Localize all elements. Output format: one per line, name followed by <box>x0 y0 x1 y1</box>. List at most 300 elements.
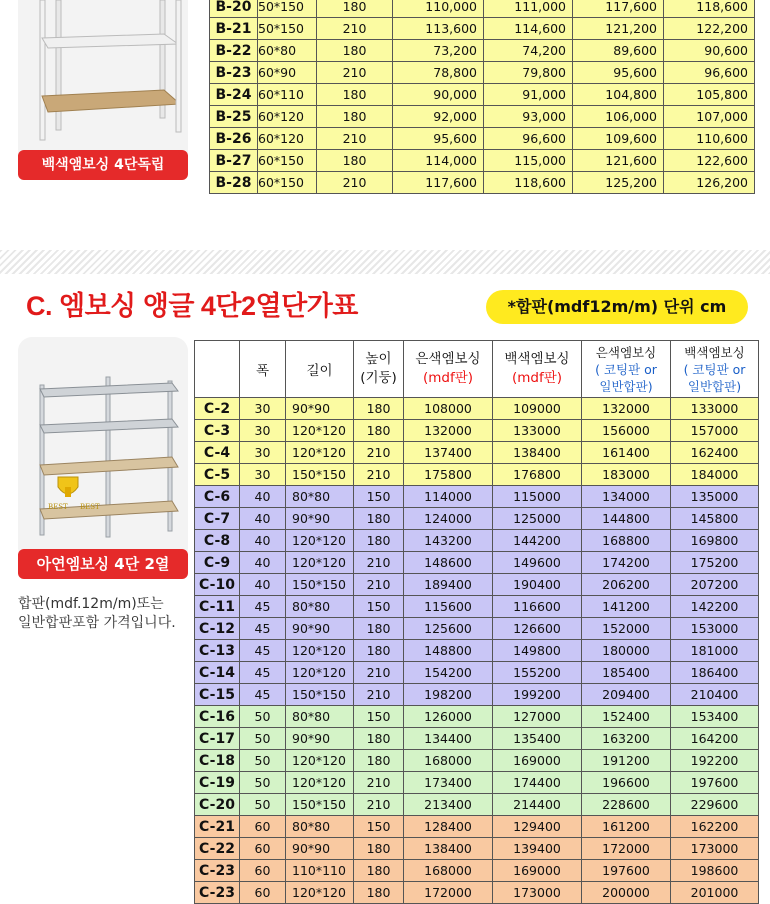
cell-code: C-8 <box>195 530 240 552</box>
table-row <box>195 618 759 640</box>
product-card-zinc-4tier-2col <box>18 337 188 562</box>
cell-p3: 185400 <box>582 662 671 684</box>
cell-h: 180 <box>354 728 404 750</box>
cell-p4: 162400 <box>671 442 759 464</box>
cell-p2: 126600 <box>493 618 582 640</box>
price-note-line1: 합판(mdf.12m/m)또는 <box>18 596 164 612</box>
cell-p1: 138400 <box>404 838 493 860</box>
cell-h: 150 <box>354 486 404 508</box>
cell-d: 120*120 <box>286 750 354 772</box>
table-row <box>195 882 759 904</box>
cell-code: C-23 <box>195 860 240 882</box>
price-table-c <box>194 340 759 904</box>
cell-p1: 213400 <box>404 794 493 816</box>
cell-p4: 153400 <box>671 706 759 728</box>
cell-code: B-20 <box>210 0 258 18</box>
cell-p4: 169800 <box>671 530 759 552</box>
cell-p4: 110,600 <box>664 128 755 150</box>
cell-p2: 115,000 <box>484 150 573 172</box>
cell-code: C-5 <box>195 464 240 486</box>
cell-p1: 172000 <box>404 882 493 904</box>
cell-d: 150*150 <box>286 684 354 706</box>
header-white-mdf-l2: (mdf판) <box>511 370 563 386</box>
cell-w: 50 <box>240 728 286 750</box>
cell-w: 40 <box>240 486 286 508</box>
cell-p1: 114000 <box>404 486 493 508</box>
cell-p3: 197600 <box>582 860 671 882</box>
cell-p1: 115600 <box>404 596 493 618</box>
cell-p2: 214400 <box>493 794 582 816</box>
header-code <box>195 341 240 398</box>
cell-h: 180 <box>317 150 393 172</box>
cell-code: C-14 <box>195 662 240 684</box>
cell-p3: 174200 <box>582 552 671 574</box>
cell-code: C-17 <box>195 728 240 750</box>
cell-w: 40 <box>240 552 286 574</box>
cell-p2: 169000 <box>493 750 582 772</box>
cell-p1: 125600 <box>404 618 493 640</box>
cell-d: 120*120 <box>286 640 354 662</box>
cell-p4: 173000 <box>671 838 759 860</box>
cell-p4: 192200 <box>671 750 759 772</box>
cell-code: C-2 <box>195 398 240 420</box>
table-row <box>195 508 759 530</box>
cell-code: C-22 <box>195 838 240 860</box>
cell-d: 80*80 <box>286 816 354 838</box>
cell-code: B-26 <box>210 128 258 150</box>
cell-p4: 164200 <box>671 728 759 750</box>
cell-p2: 199200 <box>493 684 582 706</box>
cell-size: 50*150 <box>258 0 317 18</box>
cell-size: 50*150 <box>258 18 317 40</box>
cell-p3: 156000 <box>582 420 671 442</box>
cell-p3: 132000 <box>582 398 671 420</box>
cell-p3: 163200 <box>582 728 671 750</box>
cell-p3: 89,600 <box>573 40 664 62</box>
header-height <box>354 341 404 398</box>
trophy-icon <box>58 477 78 497</box>
cell-w: 30 <box>240 464 286 486</box>
cell-code: C-10 <box>195 574 240 596</box>
cell-p2: 96,600 <box>484 128 573 150</box>
zinc-shelf-image <box>18 337 188 562</box>
cell-p3: 172000 <box>582 838 671 860</box>
header-depth: 길이 <box>286 341 354 398</box>
cell-p3: 95,600 <box>573 62 664 84</box>
cell-p4: 126,200 <box>664 172 755 194</box>
cell-w: 50 <box>240 706 286 728</box>
table-row <box>195 794 759 816</box>
cell-w: 40 <box>240 530 286 552</box>
cell-code: C-7 <box>195 508 240 530</box>
cell-p4: 107,000 <box>664 106 755 128</box>
cell-code: B-23 <box>210 62 258 84</box>
cell-p1: 126000 <box>404 706 493 728</box>
cell-code: C-23 <box>195 882 240 904</box>
cell-p2: 133000 <box>493 420 582 442</box>
header-height-l2: (기둥) <box>360 370 397 386</box>
header-white-coat <box>671 341 759 398</box>
cell-w: 50 <box>240 794 286 816</box>
cell-p2: 190400 <box>493 574 582 596</box>
table-row <box>195 442 759 464</box>
cell-code: C-18 <box>195 750 240 772</box>
table-row <box>210 128 755 150</box>
table-row <box>195 552 759 574</box>
cell-p1: 189400 <box>404 574 493 596</box>
price-note-line2: 일반합판포함 가격입니다. <box>18 615 176 631</box>
cell-p4: 201000 <box>671 882 759 904</box>
cell-p2: 79,800 <box>484 62 573 84</box>
cell-p3: 117,600 <box>573 0 664 18</box>
cell-p3: 183000 <box>582 464 671 486</box>
cell-p2: 109000 <box>493 398 582 420</box>
cell-p3: 141200 <box>582 596 671 618</box>
cell-p1: 124000 <box>404 508 493 530</box>
cell-p2: 111,000 <box>484 0 573 18</box>
cell-p2: 139400 <box>493 838 582 860</box>
table-row <box>195 772 759 794</box>
cell-p4: 133000 <box>671 398 759 420</box>
cell-p2: 173000 <box>493 882 582 904</box>
cell-d: 120*120 <box>286 662 354 684</box>
cell-p1: 90,000 <box>393 84 484 106</box>
product-label-zinc-4tier-2col: 아연엠보싱 4단 2열 <box>18 549 188 579</box>
cell-p4: 118,600 <box>664 0 755 18</box>
cell-p1: 108000 <box>404 398 493 420</box>
cell-w: 60 <box>240 816 286 838</box>
cell-p3: 180000 <box>582 640 671 662</box>
cell-p3: 152400 <box>582 706 671 728</box>
cell-d: 120*120 <box>286 442 354 464</box>
cell-code: C-6 <box>195 486 240 508</box>
cell-d: 90*90 <box>286 618 354 640</box>
cell-d: 150*150 <box>286 574 354 596</box>
cell-code: C-19 <box>195 772 240 794</box>
table-row <box>195 486 759 508</box>
table-row <box>210 150 755 172</box>
cell-p3: 200000 <box>582 882 671 904</box>
cell-w: 60 <box>240 882 286 904</box>
cell-p4: 186400 <box>671 662 759 684</box>
product-label-white-4tier: 백색앰보싱 4단독립 <box>18 150 188 180</box>
cell-h: 210 <box>354 662 404 684</box>
cell-w: 30 <box>240 442 286 464</box>
cell-code: B-24 <box>210 84 258 106</box>
price-table-b <box>209 0 755 194</box>
cell-size: 60*150 <box>258 172 317 194</box>
cell-d: 150*150 <box>286 464 354 486</box>
cell-w: 40 <box>240 574 286 596</box>
cell-w: 45 <box>240 618 286 640</box>
cell-p4: 145800 <box>671 508 759 530</box>
cell-p2: 74,200 <box>484 40 573 62</box>
cell-p1: 168000 <box>404 750 493 772</box>
cell-w: 60 <box>240 838 286 860</box>
cell-p1: 148800 <box>404 640 493 662</box>
cell-code: B-22 <box>210 40 258 62</box>
cell-size: 60*110 <box>258 84 317 106</box>
cell-p4: 105,800 <box>664 84 755 106</box>
cell-p4: 162200 <box>671 816 759 838</box>
cell-d: 90*90 <box>286 838 354 860</box>
table-row <box>195 706 759 728</box>
cell-code: C-21 <box>195 816 240 838</box>
table-row <box>210 18 755 40</box>
cell-d: 80*80 <box>286 596 354 618</box>
table-row <box>195 574 759 596</box>
cell-h: 180 <box>354 420 404 442</box>
cell-p2: 93,000 <box>484 106 573 128</box>
cell-h: 180 <box>354 750 404 772</box>
cell-h: 180 <box>354 530 404 552</box>
cell-p2: 169000 <box>493 860 582 882</box>
cell-code: C-9 <box>195 552 240 574</box>
header-white-coat-l3: 일반합판) <box>687 378 742 394</box>
table-row <box>210 62 755 84</box>
cell-h: 180 <box>354 640 404 662</box>
cell-p1: 198200 <box>404 684 493 706</box>
table-row <box>195 816 759 838</box>
header-silver-coat-l1: 은색엠보싱 <box>595 344 657 360</box>
cell-p4: 184000 <box>671 464 759 486</box>
header-height-l1: 높이 <box>365 351 392 367</box>
cell-h: 210 <box>354 464 404 486</box>
cell-p3: 109,600 <box>573 128 664 150</box>
unit-note-badge: *합판(mdf12m/m) 단위 cm <box>486 290 748 324</box>
header-silver-mdf-l1: 은색엠보싱 <box>415 351 481 367</box>
best-badge-left: BEST <box>48 503 68 511</box>
cell-p3: 196600 <box>582 772 671 794</box>
table-row <box>195 530 759 552</box>
cell-w: 60 <box>240 860 286 882</box>
cell-p3: 134000 <box>582 486 671 508</box>
cell-p2: 135400 <box>493 728 582 750</box>
cell-p4: 122,200 <box>664 18 755 40</box>
cell-p4: 197600 <box>671 772 759 794</box>
cell-p1: 78,800 <box>393 62 484 84</box>
cell-p1: 154200 <box>404 662 493 684</box>
cell-h: 210 <box>354 772 404 794</box>
cell-p2: 149800 <box>493 640 582 662</box>
cell-code: B-21 <box>210 18 258 40</box>
product-card-white-4tier <box>18 0 188 170</box>
cell-h: 210 <box>354 552 404 574</box>
cell-p1: 95,600 <box>393 128 484 150</box>
cell-p4: 96,600 <box>664 62 755 84</box>
cell-d: 120*120 <box>286 420 354 442</box>
cell-p1: 128400 <box>404 816 493 838</box>
cell-p2: 115000 <box>493 486 582 508</box>
cell-size: 60*90 <box>258 62 317 84</box>
table-row <box>195 662 759 684</box>
cell-h: 150 <box>354 816 404 838</box>
section-divider <box>0 250 770 274</box>
cell-p1: 73,200 <box>393 40 484 62</box>
header-white-coat-l1: 백색엠보싱 <box>684 344 745 360</box>
cell-w: 40 <box>240 508 286 530</box>
cell-size: 60*80 <box>258 40 317 62</box>
cell-p1: 143200 <box>404 530 493 552</box>
cell-p2: 114,600 <box>484 18 573 40</box>
table-row <box>210 172 755 194</box>
cell-w: 30 <box>240 398 286 420</box>
cell-p3: 168800 <box>582 530 671 552</box>
cell-w: 30 <box>240 420 286 442</box>
cell-p2: 129400 <box>493 816 582 838</box>
cell-p3: 206200 <box>582 574 671 596</box>
cell-h: 180 <box>317 40 393 62</box>
cell-size: 60*120 <box>258 106 317 128</box>
cell-p2: 91,000 <box>484 84 573 106</box>
section-c-title: C. 엠보싱 앵글 4단2열단가표 <box>26 291 358 321</box>
cell-h: 210 <box>354 442 404 464</box>
cell-p2: 116600 <box>493 596 582 618</box>
cell-d: 120*120 <box>286 552 354 574</box>
header-silver-coat-l2: ( 코팅판 or <box>595 361 657 377</box>
cell-p1: 168000 <box>404 860 493 882</box>
cell-h: 180 <box>354 860 404 882</box>
cell-h: 150 <box>354 596 404 618</box>
header-silver-coat <box>582 341 671 398</box>
cell-code: B-25 <box>210 106 258 128</box>
header-silver-mdf-l2: (mdf판) <box>422 370 474 386</box>
cell-h: 210 <box>317 62 393 84</box>
cell-d: 150*150 <box>286 794 354 816</box>
cell-d: 80*80 <box>286 706 354 728</box>
table-row <box>195 464 759 486</box>
table-row <box>195 596 759 618</box>
table-row <box>210 106 755 128</box>
cell-d: 90*90 <box>286 728 354 750</box>
cell-p3: 228600 <box>582 794 671 816</box>
cell-p2: 155200 <box>493 662 582 684</box>
cell-size: 60*150 <box>258 150 317 172</box>
cell-p2: 176800 <box>493 464 582 486</box>
table-header-row <box>195 341 759 398</box>
cell-p2: 138400 <box>493 442 582 464</box>
cell-p1: 134400 <box>404 728 493 750</box>
cell-p2: 144200 <box>493 530 582 552</box>
cell-p4: 142200 <box>671 596 759 618</box>
table-row <box>195 728 759 750</box>
cell-h: 210 <box>317 18 393 40</box>
table-row <box>195 750 759 772</box>
cell-code: C-16 <box>195 706 240 728</box>
cell-p4: 153000 <box>671 618 759 640</box>
cell-p4: 135000 <box>671 486 759 508</box>
cell-p1: 110,000 <box>393 0 484 18</box>
cell-h: 210 <box>354 574 404 596</box>
cell-h: 180 <box>354 508 404 530</box>
cell-d: 90*90 <box>286 398 354 420</box>
table-row <box>210 84 755 106</box>
cell-p4: 210400 <box>671 684 759 706</box>
cell-w: 45 <box>240 684 286 706</box>
cell-h: 150 <box>354 706 404 728</box>
cell-p3: 191200 <box>582 750 671 772</box>
cell-h: 210 <box>317 172 393 194</box>
header-white-mdf-l1: 백색엠보싱 <box>504 351 570 367</box>
cell-p4: 175200 <box>671 552 759 574</box>
cell-p4: 229600 <box>671 794 759 816</box>
cell-code: C-13 <box>195 640 240 662</box>
cell-h: 180 <box>354 398 404 420</box>
cell-h: 210 <box>354 684 404 706</box>
table-row <box>210 40 755 62</box>
cell-p3: 161400 <box>582 442 671 464</box>
cell-h: 180 <box>354 882 404 904</box>
cell-p4: 207200 <box>671 574 759 596</box>
cell-d: 110*110 <box>286 860 354 882</box>
table-row <box>195 838 759 860</box>
header-width: 폭 <box>240 341 286 398</box>
cell-p1: 92,000 <box>393 106 484 128</box>
cell-d: 120*120 <box>286 772 354 794</box>
cell-d: 120*120 <box>286 882 354 904</box>
cell-p1: 117,600 <box>393 172 484 194</box>
table-row <box>195 860 759 882</box>
cell-p4: 181000 <box>671 640 759 662</box>
cell-p2: 125000 <box>493 508 582 530</box>
cell-p3: 121,600 <box>573 150 664 172</box>
cell-p1: 113,600 <box>393 18 484 40</box>
cell-p2: 174400 <box>493 772 582 794</box>
cell-code: B-27 <box>210 150 258 172</box>
white-shelf-image <box>18 0 188 170</box>
cell-w: 50 <box>240 750 286 772</box>
cell-h: 210 <box>317 128 393 150</box>
cell-p2: 149600 <box>493 552 582 574</box>
cell-p1: 148600 <box>404 552 493 574</box>
price-note <box>18 595 176 633</box>
cell-h: 180 <box>354 838 404 860</box>
cell-code: C-3 <box>195 420 240 442</box>
cell-size: 60*120 <box>258 128 317 150</box>
cell-h: 180 <box>317 106 393 128</box>
table-row <box>210 0 755 18</box>
cell-p1: 137400 <box>404 442 493 464</box>
cell-p2: 127000 <box>493 706 582 728</box>
cell-p3: 121,200 <box>573 18 664 40</box>
table-row <box>195 398 759 420</box>
cell-h: 180 <box>317 0 393 18</box>
header-silver-mdf <box>404 341 493 398</box>
cell-h: 180 <box>317 84 393 106</box>
cell-p3: 106,000 <box>573 106 664 128</box>
cell-p1: 175800 <box>404 464 493 486</box>
cell-code: C-20 <box>195 794 240 816</box>
cell-p3: 125,200 <box>573 172 664 194</box>
cell-p3: 161200 <box>582 816 671 838</box>
cell-p4: 157000 <box>671 420 759 442</box>
cell-p1: 173400 <box>404 772 493 794</box>
cell-code: C-12 <box>195 618 240 640</box>
table-row <box>195 684 759 706</box>
cell-p3: 104,800 <box>573 84 664 106</box>
cell-p1: 114,000 <box>393 150 484 172</box>
cell-w: 45 <box>240 596 286 618</box>
cell-h: 180 <box>354 618 404 640</box>
cell-w: 50 <box>240 772 286 794</box>
table-row <box>195 640 759 662</box>
cell-w: 45 <box>240 662 286 684</box>
cell-code: C-15 <box>195 684 240 706</box>
cell-code: C-4 <box>195 442 240 464</box>
header-white-coat-l2: ( 코팅판 or <box>683 361 746 377</box>
cell-p3: 209400 <box>582 684 671 706</box>
cell-code: C-11 <box>195 596 240 618</box>
